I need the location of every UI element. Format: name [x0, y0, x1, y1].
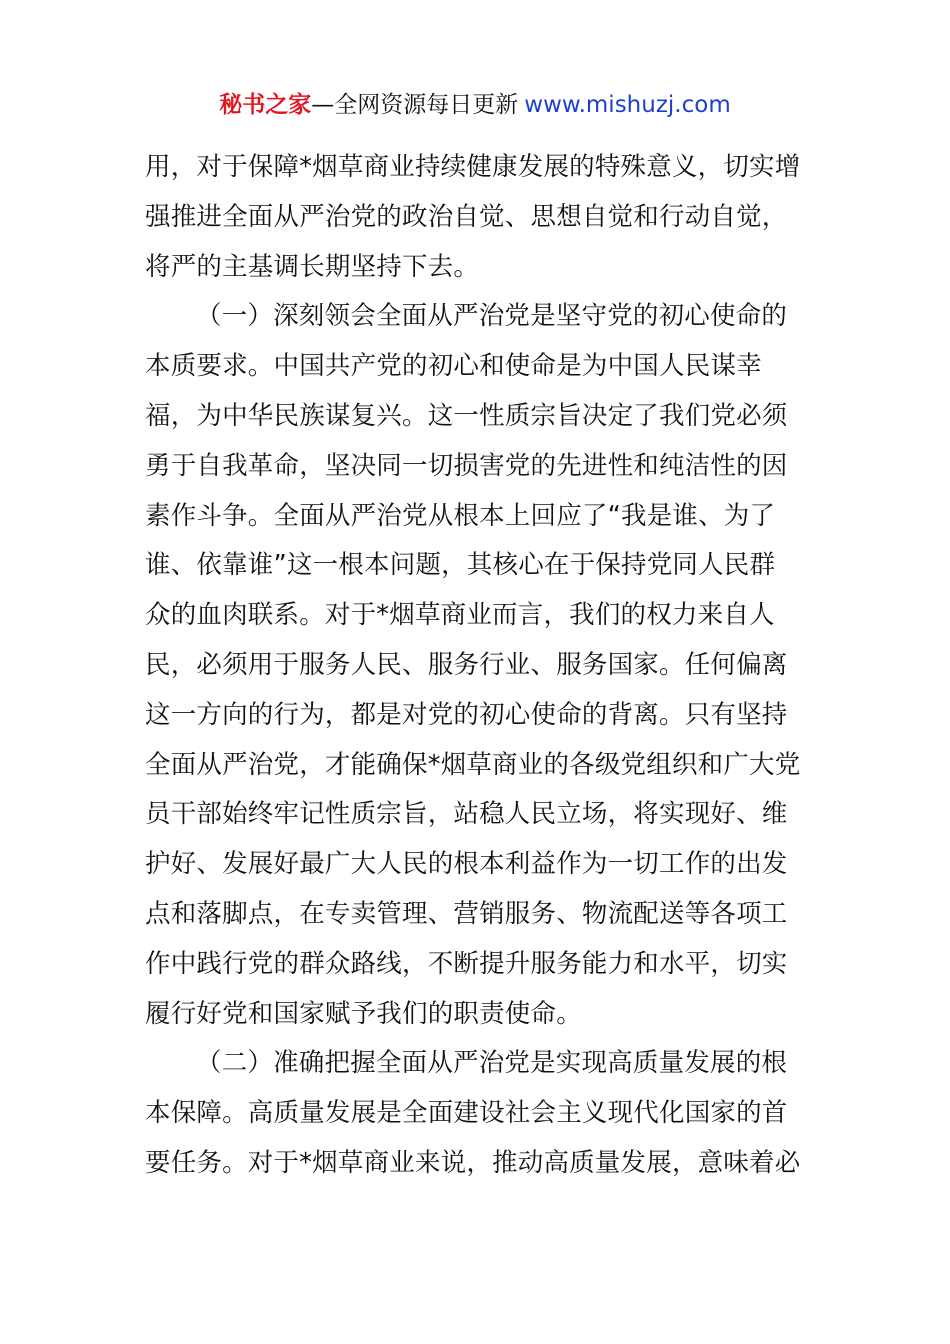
text-line: 用，对于保障*烟草商业持续健康发展的特殊意义，切实增 [145, 152, 801, 182]
section-heading-line: （二）准确把握全面从严治党是实现高质量发展的根 [196, 1048, 788, 1079]
text-line: 福，为中华民族谋复兴。这一性质宗旨决定了我们党必须 [145, 400, 788, 431]
text-line: 勇于自我革命，坚决同一切损害党的先进性和纯洁性的因 [145, 450, 788, 481]
text-line: 这一方向的行为，都是对党的初心使命的背离。只有坚持 [145, 699, 788, 730]
text-line: 众的血肉联系。对于*烟草商业而言，我们的权力来自人 [145, 600, 775, 631]
text-line: 强推进全面从严治党的政治自觉、思想自觉和行动自觉， [145, 201, 788, 232]
text-line: 护好、发展好最广大人民的根本利益作为一切工作的出发 [145, 849, 788, 880]
text-line: 履行好党和国家赋予我们的职责使命。 [145, 998, 582, 1029]
text-line: 要任务。对于*烟草商业来说，推动高质量发展，意味着必 [145, 1147, 801, 1178]
header-dash: — [311, 92, 335, 118]
text-line: 本保障。高质量发展是全面建设社会主义现代化国家的首 [145, 1098, 788, 1129]
document-body [145, 143, 810, 1189]
text-line: 全面从严治党，才能确保*烟草商业的各级党组织和广大党 [145, 749, 801, 780]
text-line: 本质要求。中国共产党的初心和使命是为中国人民谋幸 [145, 351, 762, 382]
header-tagline: 全网资源每日更新 [334, 92, 519, 118]
site-url-link[interactable]: www.mishuzj.com [524, 92, 731, 118]
text-line: 素作斗争。全面从严治党从根本上回应了“我是谁、为了 [145, 500, 776, 531]
section-heading-line: （一）深刻领会全面从严治党是坚守党的初心使命的 [196, 301, 788, 332]
page-header [0, 88, 950, 122]
text-line: 谁、依靠谁”这一根本问题，其核心在于保持党同人民群 [145, 550, 776, 581]
text-line: 点和落脚点，在专卖管理、营销服务、物流配送等各项工 [145, 898, 788, 929]
text-line: 员干部始终牢记性质宗旨，站稳人民立场，将实现好、维 [145, 799, 788, 830]
text-line: 将严的主基调长期坚持下去。 [145, 251, 480, 282]
text-line: 作中践行党的群众路线，不断提升服务能力和水平，切实 [145, 948, 788, 979]
text-line: 民，必须用于服务人民、服务行业、服务国家。任何偏离 [145, 649, 788, 680]
site-brand: 秘书之家 [219, 92, 312, 118]
